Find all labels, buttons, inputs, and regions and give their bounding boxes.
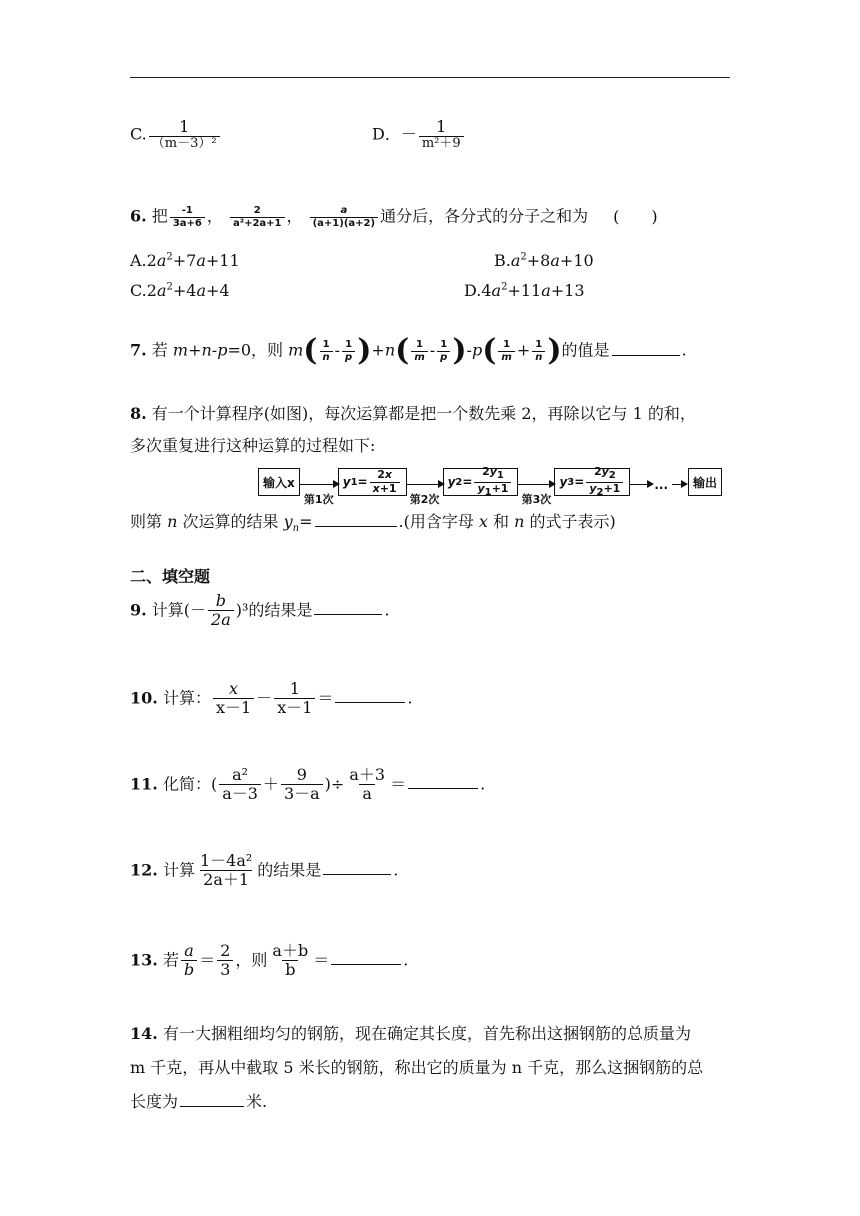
q5-d-fraction: $\frac{1}{\text{m²＋9}}$ [419, 118, 464, 152]
q11-fraction-3: $\frac{a+3}{a}$ [349, 765, 386, 804]
q12-fraction: $\frac{\text{1－4a²}}{2a+1}$ [199, 851, 253, 890]
flow-arrow-3: 第3次 [518, 480, 554, 485]
q14-line2: m 千克，再从中截取 5 米长的钢筋，称出它的质量为 n 千克，那么这捆钢筋的总 [130, 1058, 704, 1077]
q5-option-c: C. $\frac{1}{\text{（m－3）²}}$ [130, 118, 222, 152]
q8-line1: 8. 有一个计算程序(如图)，每次运算都是把一个数先乘 2，再除以它与 1 的和， [130, 404, 696, 423]
q9-fraction: $\frac{b}{2a}$ [208, 592, 234, 630]
q12-stem: 12. 计算 $\frac{\text{1－4a²}}{2a+1}$ 的结果是 . [130, 851, 399, 890]
flow-arrow-1: 第1次 [300, 480, 338, 485]
q8-result: 则第 n 次运算的结果 $y_n=$ .(用含字母 x 和 n 的式子表示) [130, 512, 616, 535]
flow-arrow-2: 第2次 [407, 480, 443, 485]
q7-stem: 7. 若 m+n-p=0，则 m( $\frac{1}{n}$ - $\frac{1}{p}$ )+n( $\frac{1}{m}$ - $\frac{1}{p}$ )-p( $\frac{1}{m}$ + $\frac{1}{n}$ )的值是 . [130, 333, 687, 368]
q6-option-c: $C.2a^2+4a+4$ [130, 281, 230, 300]
q13-fraction-2: $\frac{2}{3}$ [217, 942, 233, 980]
q6-stem: 6. 把 $\frac{-1}{3a+6}$ ， $\frac{2}{\text{a²+2a+1}}$ ， $\frac{a}{(a+1)(a+2)}$ 通分后，各分式的分子之和为 ( ) [130, 205, 658, 229]
header-rule [130, 77, 730, 78]
flow-box-y3: y 3 = $\frac{2y_2}{y_2+1}$ [554, 468, 630, 496]
q5-c-fraction: $\frac{1}{\text{（m－3）²}}$ [149, 118, 220, 152]
q6-option-d: $D.4a^2+11a+13$ [464, 281, 585, 300]
q11-stem: 11. 化简：( $\frac{\text{a²}}{a-3}$ ＋ $\frac{9}{3-a}$ )÷ $\frac{a+3}{a}$ ＝ . [130, 765, 486, 804]
q14-line3: 长度为 米. [130, 1092, 268, 1111]
q5-option-d: D．－ $\frac{1}{\text{m²＋9}}$ [372, 118, 466, 152]
flow-diagram: 输入x 第1次 y 1 = $\frac{2x}{x+1}$ 第2次 y 2 = $\frac{2y_1}{y_1+1}$ 第3次 y 3 = $\frac{2y_2}{y_2+1}$ ... 输出 [258, 468, 722, 496]
q6-option-a: $A.2a^2+7a+11$ [130, 251, 240, 270]
flow-output-box: 输出 [688, 468, 722, 496]
section-heading: 二、填空题 [130, 567, 211, 586]
q8-line2: 多次重复进行这种运算的过程如下: [130, 436, 376, 455]
flow-input-box: 输入x [258, 468, 300, 496]
q10-stem: 10. 计算： $\frac{x}{x-1}$ － $\frac{1}{x-1}$ ＝ . [130, 679, 413, 718]
flow-box-y2: y 2 = $\frac{2y_1}{y_1+1}$ [443, 468, 519, 496]
q11-fraction-1: $\frac{\text{a²}}{a-3}$ [219, 766, 261, 804]
q14-line1: 14. 有一大捆粗细均匀的钢筋，现在确定其长度，首先称出这捆钢筋的总质量为 [130, 1024, 691, 1043]
q13-fraction-3: $\frac{a+b}{b}$ [272, 941, 309, 980]
q10-fraction-1: $\frac{x}{x-1}$ [213, 680, 254, 718]
q11-fraction-2: $\frac{9}{3-a}$ [281, 766, 323, 804]
q6-option-b: $B.a^2+8a+10$ [494, 251, 594, 270]
flow-arrow-4 [630, 480, 652, 485]
q13-fraction-1: $\frac{a}{b}$ [181, 942, 197, 980]
flow-arrow-5 [672, 480, 686, 485]
q9-stem: 9. 计算(－ $\frac{b}{2a}$ )³的结果是 . [130, 591, 390, 630]
flow-box-y1: y 1 = $\frac{2x}{x+1}$ [338, 468, 407, 496]
q13-stem: 13. 若 $\frac{a}{b}$ ＝ $\frac{2}{3}$ ，则 $\frac{a+b}{b}$ ＝ . [130, 941, 409, 980]
q10-fraction-2: $\frac{1}{x-1}$ [274, 680, 315, 718]
